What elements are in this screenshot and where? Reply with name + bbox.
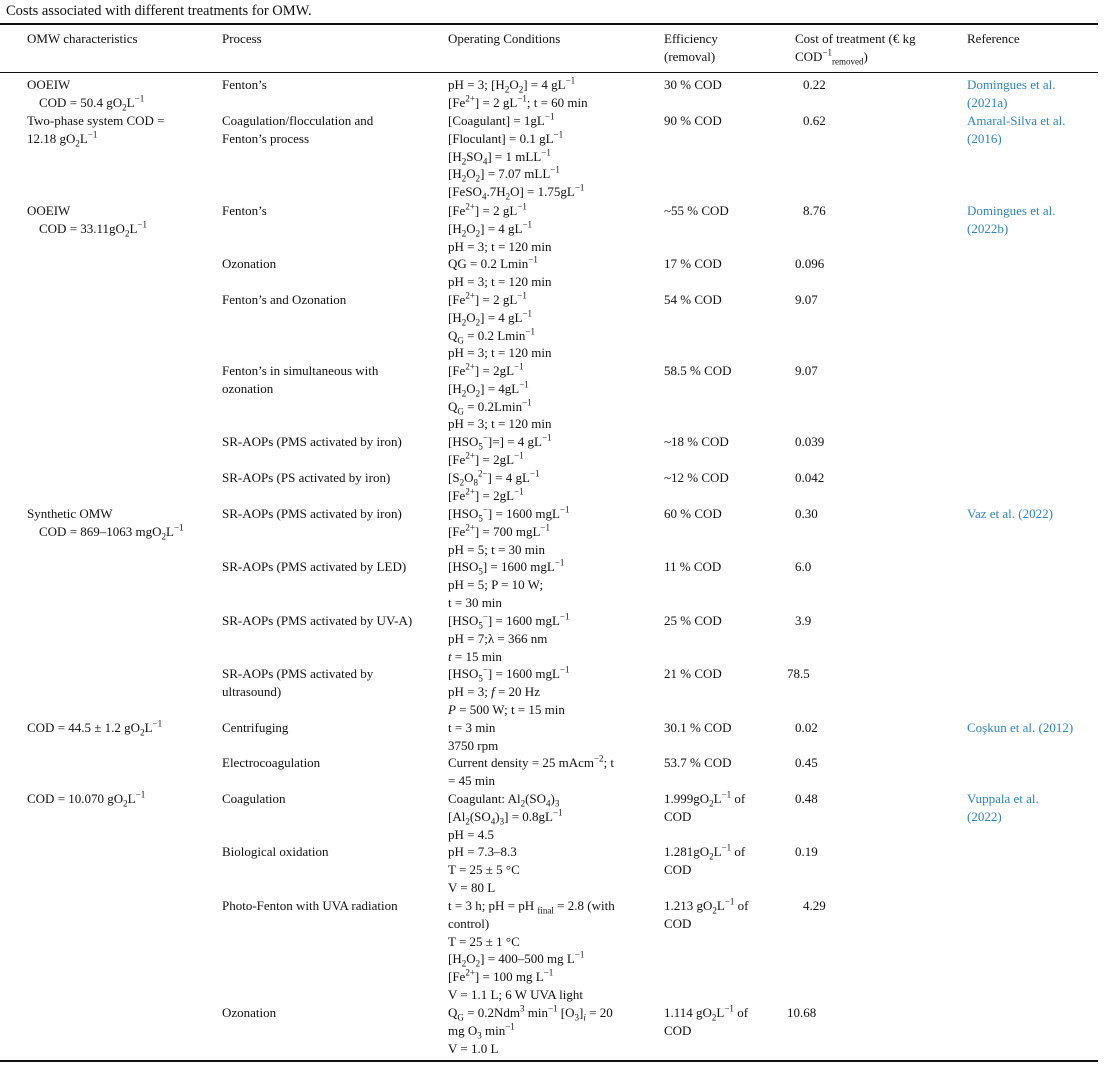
- process-cell: [222, 505, 440, 523]
- reference-link-line[interactable]: Coşkun et al. (2012): [967, 720, 1074, 735]
- process-cell: [222, 843, 440, 861]
- cost-cell: [795, 612, 955, 630]
- cost-cell: [795, 469, 955, 487]
- efficiency-cell-line: 58.5 % COD: [664, 363, 732, 378]
- operating-conditions-cell: [448, 612, 656, 665]
- process-cell-line: Fenton’s and Ozonation: [222, 292, 347, 307]
- efficiency-header-line: (removal): [664, 48, 716, 64]
- reference-link-line[interactable]: Amaral-Silva et al.: [967, 113, 1066, 128]
- operating-conditions-cell-line: Coagulant: $Al_2(SO_4)_3$: [448, 791, 560, 809]
- cost-cell-line: 0.096: [795, 256, 825, 271]
- operating-conditions-cell-line: pH = 7;λ = 366 nm: [448, 630, 548, 646]
- efficiency-cell: [664, 1004, 784, 1040]
- efficiency-cell-line: 30.1 % COD: [664, 720, 732, 735]
- operating-conditions-cell-line: $[Fe^{2+}] = 2gL^{-1}$: [448, 486, 524, 503]
- reference-link[interactable]: [967, 76, 1097, 112]
- cost-cell: [787, 665, 947, 683]
- process-cell-line: Photo-Fenton with UVA radiation: [222, 898, 398, 913]
- efficiency-header: [664, 30, 784, 66]
- omw-characteristics-cell-line: 12.18 $gO_2L^{-1}$: [27, 129, 98, 149]
- efficiency-cell-line: 25 % COD: [664, 613, 722, 628]
- omw-characteristics-cell-line: COD = 10.070 $gO_2L^{-1}$: [27, 789, 146, 809]
- operating-conditions-cell: [448, 469, 656, 505]
- cost-cell-line: 9.07: [795, 292, 818, 307]
- process-cell: [222, 362, 440, 398]
- operating-conditions-cell-line: $[Fe^{2+}] = 2$ $gL^{-1}$: [448, 290, 527, 307]
- reference-link-line[interactable]: (2016): [967, 130, 1002, 146]
- table-caption: Costs associated with different treatments for OMW.: [6, 3, 312, 19]
- efficiency-cell-line: 11 % COD: [664, 559, 722, 574]
- operating-conditions-header-line: Operating Conditions: [448, 31, 561, 46]
- operating-conditions-cell-line: control): [448, 915, 490, 931]
- efficiency-cell-line: ~55 % COD: [664, 203, 729, 218]
- reference-link-line[interactable]: Vuppala et al.: [967, 791, 1039, 806]
- process-cell: [222, 112, 440, 148]
- process-cell-line: Fenton’s: [222, 203, 267, 218]
- omw-characteristics-cell: [27, 719, 212, 737]
- process-cell: [222, 897, 440, 915]
- operating-conditions-cell: [448, 255, 656, 291]
- process-cell-line: SR-AOPs (PMS activated by LED): [222, 559, 407, 574]
- process-cell-line: Electrocoagulation: [222, 755, 321, 770]
- cost-cell-line: 0.45: [795, 755, 818, 770]
- process-cell: [222, 291, 440, 309]
- efficiency-cell: [664, 558, 784, 576]
- operating-conditions-cell-line: pH = 3; t = 120 min: [448, 416, 552, 432]
- efficiency-cell: [664, 843, 784, 879]
- cost-cell-line: 10.68: [787, 1005, 817, 1020]
- efficiency-cell-line: 30 % COD: [664, 77, 722, 92]
- operating-conditions-cell-line: $[Fe^{2+}] = 2$ $gL^{-1}$; t = 60 min: [448, 93, 588, 110]
- operating-conditions-cell-line: $[HSO_5^-] = 1600$ mgL$^{-1}$: [448, 611, 570, 631]
- process-cell-line: Ozonation: [222, 256, 277, 271]
- cost-cell: [803, 76, 963, 94]
- omw-characteristics-header-line: OMW characteristics: [27, 31, 138, 46]
- operating-conditions-cell-line: Current density = 25 mAcm$^{-2}$; t: [448, 753, 615, 770]
- reference-link-line[interactable]: (2021a): [967, 94, 1008, 110]
- cost-header-line: $COD^{-1}_{removed}$): [795, 47, 868, 67]
- omw-characteristics-cell-line: COD = 44.5 ± 1.2 $gO_2L^{-1}$: [27, 718, 163, 738]
- efficiency-cell-line: 60 % COD: [664, 506, 722, 521]
- process-cell: [222, 1004, 440, 1022]
- operating-conditions-cell-line: = 45 min: [448, 772, 496, 788]
- process-cell-line: Biological oxidation: [222, 844, 329, 859]
- operating-conditions-cell: [448, 754, 656, 790]
- operating-conditions-cell: [448, 719, 656, 755]
- operating-conditions-cell-line: 3750 rpm: [448, 737, 499, 753]
- efficiency-cell: [664, 469, 784, 487]
- process-header-line: Process: [222, 31, 262, 46]
- efficiency-cell-line: 21 % COD: [664, 666, 722, 681]
- operating-conditions-cell-line: $[HSO_5] = 1600$ mgL$^{-1}$: [448, 557, 565, 577]
- cost-cell: [795, 291, 955, 309]
- operating-conditions-cell: [448, 433, 656, 469]
- omw-characteristics-cell-line: COD = 50.4 $gO_2L^{-1}$: [39, 93, 145, 113]
- efficiency-cell: [664, 790, 784, 826]
- efficiency-cell-line: 90 % COD: [664, 113, 722, 128]
- process-header: [222, 30, 440, 48]
- operating-conditions-cell: [448, 291, 656, 362]
- process-cell: [222, 255, 440, 273]
- operating-conditions-cell-line: t = 15 min: [448, 648, 502, 664]
- process-cell: [222, 202, 440, 220]
- cost-cell-line: 78.5: [787, 666, 810, 681]
- efficiency-cell: [664, 291, 784, 309]
- reference-link-line[interactable]: (2022): [967, 808, 1002, 824]
- cost-cell-line: 6.0: [795, 559, 812, 574]
- efficiency-cell: [664, 612, 784, 630]
- omw-characteristics-cell: [27, 76, 212, 112]
- efficiency-cell-line: $1.999gO_2L^{-1}$ of: [664, 789, 746, 809]
- process-cell: [222, 719, 440, 737]
- operating-conditions-cell-line: $Q_G = 0.2Lmin^{-1}$: [448, 397, 532, 417]
- omw-characteristics-cell: [27, 202, 212, 238]
- efficiency-cell-line: 17 % COD: [664, 256, 722, 271]
- efficiency-cell: [664, 202, 784, 220]
- operating-conditions-cell-line: t = 30 min: [448, 594, 502, 610]
- operating-conditions-cell-line: V = 80 L: [448, 879, 496, 895]
- cost-cell: [795, 790, 955, 808]
- operating-conditions-cell-line: $[Fe^{2+}] = 2gL^{-1}$: [448, 450, 524, 467]
- operating-conditions-cell: [448, 790, 656, 843]
- omw-characteristics-cell-line: OOEIW: [27, 77, 71, 92]
- omw-characteristics-cell: [27, 790, 212, 808]
- process-cell-line: SR-AOPs (PMS activated by: [222, 666, 374, 681]
- efficiency-cell-line: COD: [664, 915, 692, 931]
- process-cell: [222, 558, 440, 576]
- cost-cell: [795, 843, 955, 861]
- operating-conditions-cell-line: V = 1.1 L; 6 W UVA light: [448, 986, 583, 1002]
- operating-conditions-cell-line: $[Fe^{2+}] = 2gL^{-1}$: [448, 361, 524, 378]
- operating-conditions-cell-line: T = 25 ± 1 °C: [448, 933, 520, 949]
- reference-link[interactable]: [967, 112, 1097, 148]
- operating-conditions-cell-line: $[H_2O_2] = 4gL^{-1}$: [448, 379, 529, 399]
- process-cell: [222, 612, 440, 630]
- process-cell: [222, 790, 440, 808]
- operating-conditions-cell-line: $[H_2O_2] = 4$ $gL^{-1}$: [448, 219, 533, 239]
- operating-conditions-header: [448, 30, 656, 48]
- efficiency-cell-line: COD: [664, 1022, 692, 1038]
- efficiency-cell: [664, 255, 784, 273]
- operating-conditions-cell-line: $[FeSO_4.7H_2O] = 1.75gL^{-1}$: [448, 182, 585, 202]
- top-rule: [0, 23, 1098, 25]
- efficiency-cell-line: 53.7 % COD: [664, 755, 732, 770]
- cost-cell-line: 3.9: [795, 613, 812, 628]
- cost-cell-line: 0.30: [795, 506, 818, 521]
- efficiency-cell: [664, 505, 784, 523]
- process-cell-line: Fenton’s in simultaneous with: [222, 363, 379, 378]
- operating-conditions-cell: [448, 362, 656, 433]
- cost-cell: [795, 505, 955, 523]
- process-cell-line: SR-AOPs (PMS activated by iron): [222, 434, 402, 449]
- efficiency-cell: [664, 897, 784, 933]
- process-cell-line: SR-AOPs (PMS activated by UV-A): [222, 613, 413, 628]
- operating-conditions-cell-line: [Coagulant] = $1gL^{-1}$: [448, 111, 555, 128]
- operating-conditions-cell-line: $[H_2SO_4] = 1$ mLL$^{-1}$: [448, 147, 551, 167]
- operating-conditions-cell-line: pH = 5; P = 10 W;: [448, 576, 544, 592]
- operating-conditions-cell-line: $[H_2O_2] = 4$ $gL^{-1}$: [448, 308, 533, 328]
- cost-cell-line: 8.76: [803, 203, 826, 218]
- operating-conditions-cell-line: t = 3 min: [448, 720, 496, 735]
- process-cell: [222, 76, 440, 94]
- process-cell-line: SR-AOPs (PS activated by iron): [222, 470, 391, 485]
- operating-conditions-cell: [448, 558, 656, 611]
- operating-conditions-cell-line: mg $O_3$ $\min^{-1}$: [448, 1021, 515, 1041]
- cost-cell-line: 0.039: [795, 434, 825, 449]
- operating-conditions-cell-line: $[Fe^{2+}] = 700$ mgL$^{-1}$: [448, 522, 550, 539]
- reference-header-line: Reference: [967, 31, 1020, 46]
- operating-conditions-cell-line: pH = 3; f = 20 Hz: [448, 683, 540, 699]
- efficiency-cell: [664, 433, 784, 451]
- cost-cell-line: 0.22: [803, 77, 826, 92]
- operating-conditions-cell-line: pH = 5; t = 30 min: [448, 541, 545, 557]
- operating-conditions-cell-line: $[Al_2(SO_4)_3] = 0.8gL^{-1}$: [448, 807, 563, 827]
- operating-conditions-cell-line: pH = 4.5: [448, 826, 494, 842]
- omw-characteristics-cell: [27, 112, 212, 148]
- process-cell: [222, 469, 440, 487]
- operating-conditions-cell-line: $[Fe^{2+}] = 2$ $gL^{-1}$: [448, 201, 527, 218]
- process-cell-line: Coagulation/flocculation and: [222, 113, 374, 128]
- operating-conditions-cell-line: $[HSO_5^-] = 1600$ mgL$^{-1}$: [448, 664, 570, 684]
- efficiency-cell: [664, 76, 784, 94]
- operating-conditions-cell-line: $Q_G = 0.2$ Lmin$^{-1}$: [448, 326, 535, 346]
- reference-link[interactable]: [967, 505, 1097, 523]
- omw-characteristics-cell: [27, 505, 212, 541]
- efficiency-cell: [664, 754, 784, 772]
- process-cell: [222, 665, 440, 701]
- header-rule: [0, 72, 1098, 73]
- process-cell: [222, 433, 440, 451]
- operating-conditions-cell-line: t = 3 h; pH = pH $_{final}$ = 2.8 (with: [448, 898, 615, 916]
- efficiency-cell-line: 1.213 $gO_2L^{-1}$ of: [664, 896, 749, 916]
- operating-conditions-cell-line: pH = 3; t = 120 min: [448, 273, 552, 289]
- process-cell-line: ozonation: [222, 380, 274, 396]
- process-cell-line: Ozonation: [222, 1005, 277, 1020]
- reference-link-line[interactable]: Domingues et al.: [967, 203, 1056, 218]
- operating-conditions-cell-line: $[Fe^{2+}] = 100$ mg $L^{-1}$: [448, 967, 554, 985]
- cost-cell-line: 0.02: [795, 720, 818, 735]
- cost-cell-line: 9.07: [795, 363, 818, 378]
- cost-cell-line: 4.29: [803, 898, 826, 913]
- operating-conditions-cell: [448, 1004, 656, 1057]
- cost-cell: [795, 558, 955, 576]
- cost-cell: [795, 754, 955, 772]
- efficiency-cell-line: 54 % COD: [664, 292, 722, 307]
- reference-link-line[interactable]: (2022b): [967, 220, 1009, 236]
- operating-conditions-cell: [448, 665, 656, 718]
- cost-cell: [795, 362, 955, 380]
- cost-cell: [787, 1004, 947, 1022]
- operating-conditions-cell: [448, 76, 656, 112]
- cost-cell-line: 0.19: [795, 844, 818, 859]
- operating-conditions-cell-line: pH = 7.3–8.3: [448, 844, 517, 859]
- reference-link[interactable]: [967, 202, 1097, 238]
- process-cell-line: Centrifuging: [222, 720, 289, 735]
- cost-cell-line: 0.48: [795, 791, 818, 806]
- reference-link[interactable]: [967, 719, 1097, 737]
- bottom-rule: [0, 1060, 1098, 1062]
- efficiency-cell: [664, 719, 784, 737]
- efficiency-cell-line: COD: [664, 808, 692, 824]
- efficiency-cell-line: ~12 % COD: [664, 470, 729, 485]
- operating-conditions-cell-line: V = 1.0 L: [448, 1040, 499, 1056]
- cost-cell: [803, 112, 963, 130]
- operating-conditions-cell-line: [Floculant] = 0.1 $gL^{-1}$: [448, 129, 564, 146]
- operating-conditions-cell-line: pH = 3; $[H_2O_2] = 4$ $gL^{-1}$: [448, 75, 576, 95]
- operating-conditions-cell: [448, 843, 656, 896]
- reference-link-line[interactable]: Domingues et al.: [967, 77, 1056, 92]
- cost-cell: [795, 719, 955, 737]
- operating-conditions-cell-line: pH = 3; t = 120 min: [448, 238, 552, 254]
- omw-characteristics-header: [27, 30, 212, 48]
- process-cell-line: Coagulation: [222, 791, 286, 806]
- process-cell-line: Fenton’s process: [222, 130, 310, 146]
- operating-conditions-cell-line: $[HSO_5^-]=] = 4$ $gL^{-1}$: [448, 432, 552, 452]
- operating-conditions-cell-line: $[H_2O_2] = 400-500$ mg $L^{-1}$: [448, 950, 585, 969]
- efficiency-cell-line: COD: [664, 861, 692, 877]
- omw-characteristics-cell-line: COD = $33.11gO_2L^{-1}$: [39, 219, 147, 239]
- cost-cell: [803, 202, 963, 220]
- efficiency-header-line: Efficiency: [664, 31, 718, 46]
- reference-link-line[interactable]: Vaz et al. (2022): [967, 506, 1053, 521]
- operating-conditions-cell-line: $[H_2O_2] = 7.07$ mLL$^{-1}$: [448, 165, 560, 184]
- omw-characteristics-cell-line: OOEIW: [27, 203, 71, 218]
- efficiency-cell: [664, 112, 784, 130]
- efficiency-cell: [664, 665, 784, 683]
- operating-conditions-cell: [448, 897, 656, 1004]
- operating-conditions-cell-line: pH = 3; t = 120 min: [448, 345, 552, 361]
- operating-conditions-cell-line: T = 25 ± 5 °C: [448, 861, 520, 877]
- cost-cell: [795, 255, 955, 273]
- efficiency-cell-line: $1.281gO_2L^{-1}$ of: [664, 842, 746, 862]
- cost-cell-line: 0.042: [795, 470, 825, 485]
- operating-conditions-cell-line: QG = 0.2 Lmin$^{-1}$: [448, 254, 538, 271]
- efficiency-cell-line: 1.114 $gO_2L^{-1}$ of: [664, 1003, 749, 1023]
- omw-characteristics-cell-line: Two-phase system COD =: [27, 113, 165, 128]
- process-cell-line: Fenton’s: [222, 77, 267, 92]
- cost-cell: [795, 433, 955, 451]
- operating-conditions-cell-line: $[HSO_5^-] = 1600$ mgL$^{-1}$: [448, 504, 570, 524]
- process-cell-line: SR-AOPs (PMS activated by iron): [222, 506, 402, 521]
- cost-cell-line: 0.62: [803, 113, 826, 128]
- operating-conditions-cell: [448, 112, 656, 201]
- efficiency-cell: [664, 362, 784, 380]
- operating-conditions-cell-line: $[S_2O_8^{2-}] = 4$ $gL^{-1}$: [448, 468, 540, 488]
- operating-conditions-cell-line: P = 500 W; t = 15 min: [448, 701, 565, 717]
- cost-header-line: Cost of treatment (€ kg: [795, 31, 916, 46]
- cost-cell: [803, 897, 963, 915]
- process-cell-line: ultrasound): [222, 683, 282, 699]
- process-cell: [222, 754, 440, 772]
- cost-header: [795, 30, 955, 66]
- operating-conditions-cell-line: $Q_G = 0.2Ndm^3$ $\min^{-1} [O_3]_i = 20$: [448, 1003, 613, 1023]
- reference-link[interactable]: [967, 790, 1097, 826]
- omw-characteristics-cell-line: COD = 869–1063 $mgO_2L^{-1}$: [39, 522, 184, 542]
- reference-header: [967, 30, 1097, 48]
- omw-characteristics-cell-line: Synthetic OMW: [27, 506, 113, 521]
- operating-conditions-cell: [448, 505, 656, 558]
- efficiency-cell-line: ~18 % COD: [664, 434, 729, 449]
- operating-conditions-cell: [448, 202, 656, 255]
